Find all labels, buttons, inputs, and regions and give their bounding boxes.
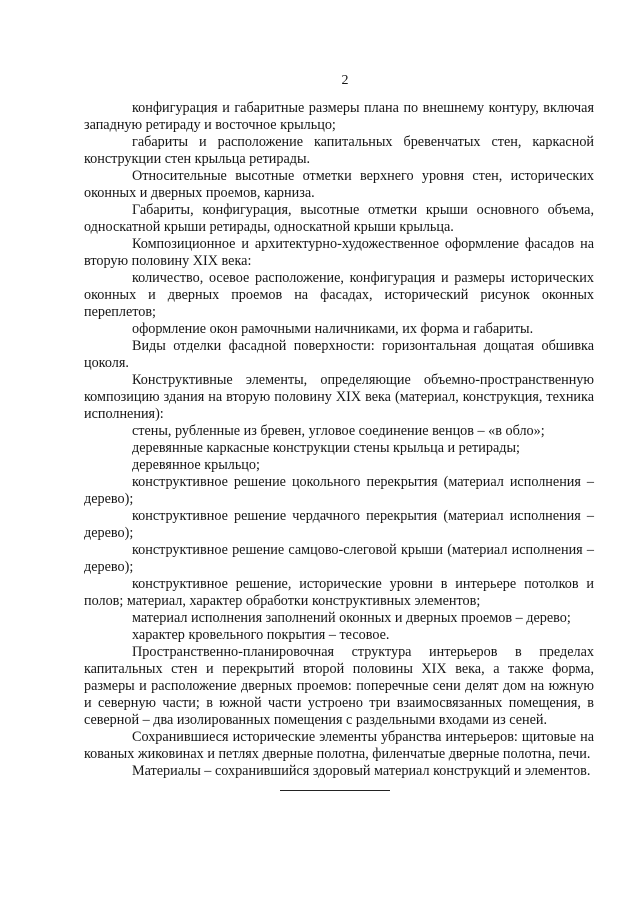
paragraph: Габариты, конфигурация, высотные отметки крыши основного объема, односкатной крыши ретирады, односкатной крыши крыльца. [84, 202, 594, 235]
paragraph: количество, осевое расположение, конфигурация и размеры исторических оконных и дверных проемов на фасадах, исторический рисунок оконных переплетов; [84, 270, 594, 320]
paragraph: стены, рубленные из бревен, угловое соединение венцов – «в обло»; [132, 423, 545, 439]
paragraph: материал исполнения заполнений оконных и дверных проемов – дерево; [132, 610, 571, 626]
paragraph: Виды отделки фасадной поверхности: горизонтальная дощатая обшивка цоколя. [84, 338, 594, 371]
paragraph: Сохранившиеся исторические элементы убранства интерьеров: щитовые на кованых жиковинах и петлях дверные полотна, филенчатые дверные полотна, печи. [84, 729, 594, 762]
paragraph: Конструктивные элементы, определяющие объемно-пространственную композицию здания на вторую половину XIX века (материал, конструкция, техника исполнения): [84, 372, 594, 422]
paragraph: деревянные каркасные конструкции стены крыльца и ретирады; [132, 440, 520, 456]
paragraph: Композиционное и архитектурно-художественное оформление фасадов на вторую половину XIX века: [84, 236, 594, 269]
paragraph: конструктивное решение цокольного перекрытия (материал исполнения – дерево); [84, 474, 594, 507]
paragraph: Пространственно-планировочная структура интерьеров в пределах капитальных стен и перекрытий второй половины XIX века, а также форма, размеры и расположение дверных проемов: поперечные сени делят дом на южную и северную части; в южной части устроено три взаимосвязанных помещения, в северной – два изолированных помещения с раздельными входами из сеней. [84, 644, 594, 728]
paragraph: Материалы – сохранившийся здоровый материал конструкций и элементов. [132, 763, 591, 779]
paragraph: габариты и расположение капитальных бревенчатых стен, каркасной конструкции стен крыльца ретирады. [84, 134, 594, 167]
paragraph: конструктивное решение самцово-слеговой крыши (материал исполнения – дерево); [84, 542, 594, 575]
paragraph: деревянное крыльцо; [132, 457, 260, 473]
paragraph: конструктивное решение чердачного перекрытия (материал исполнения – дерево); [84, 508, 594, 541]
end-divider [280, 790, 390, 791]
paragraph: характер кровельного покрытия – тесовое. [132, 627, 390, 643]
paragraph: оформление окон рамочными наличниками, их форма и габариты. [132, 321, 534, 337]
paragraph: Относительные высотные отметки верхнего уровня стен, исторических оконных и дверных проемов, карниза. [84, 168, 594, 201]
page-number: 2 [341, 73, 349, 88]
document-body [84, 100, 594, 780]
paragraph: конфигурация и габаритные размеры плана по внешнему контуру, включая западную ретираду и восточное крыльцо; [84, 100, 594, 133]
paragraph: конструктивное решение, исторические уровни в интерьере потолков и полов; материал, характер обработки конструктивных элементов; [84, 576, 594, 609]
